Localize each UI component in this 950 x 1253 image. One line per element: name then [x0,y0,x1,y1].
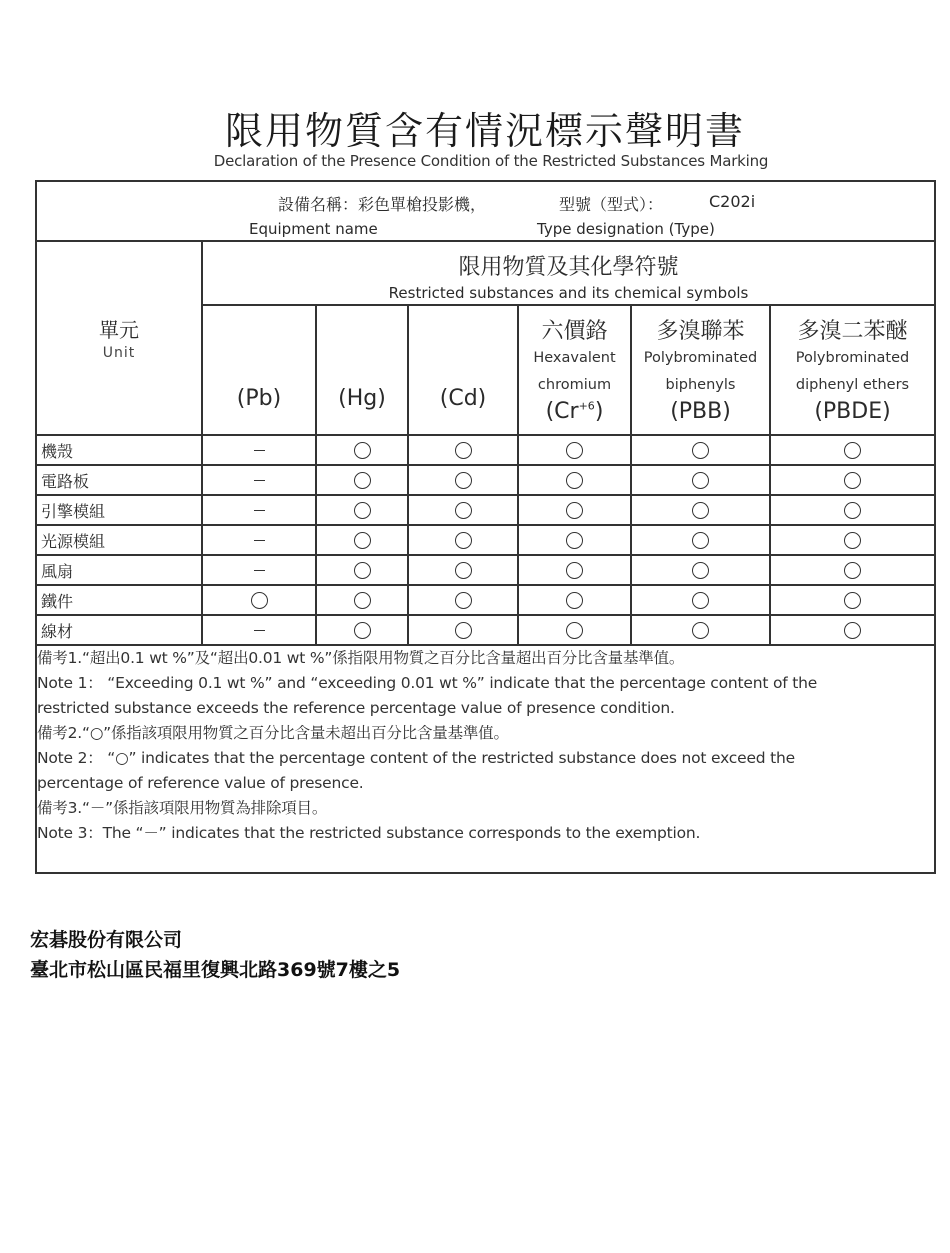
unit-label-en: Unit [102,345,136,361]
circle-mark-icon [844,442,861,459]
status-cell [316,465,408,495]
circle-mark-icon [566,502,583,519]
status-cell [202,585,316,615]
model-label-en: Type designation (Type) [537,220,715,238]
dash-mark-icon [254,450,265,451]
circle-mark-icon [455,592,472,609]
status-cell [770,525,935,555]
note-1-zh: 備考1.“超出0.1 wt %”及“超出0.01 wt %”係指限用物質之百分比含量超出百分比含量基準值。 [37,649,685,667]
circle-mark-icon [692,592,709,609]
symbol-cd: (Cd) [439,386,487,411]
substance-header-hg [316,305,408,435]
circle-mark-icon [354,472,371,489]
restricted-substances-table [35,180,936,874]
status-cell [202,465,316,495]
symbol-pbde: (PBDE) [814,399,891,424]
equipment-name-label-en: Equipment name [249,220,378,238]
status-cell [408,495,518,525]
status-cell [316,585,408,615]
notes-cell [36,645,935,873]
unit-label-zh: 單元 [99,318,139,342]
circle-mark-icon [844,472,861,489]
status-cell [770,615,935,645]
status-cell [408,555,518,585]
part-name: 電路板 [36,465,202,495]
circle-mark-icon [692,562,709,579]
circle-mark-icon [455,622,472,639]
circle-mark-icon [844,532,861,549]
equipment-name-label: 設備名稱：彩色單槍投影機， [278,195,487,214]
restricted-substances-title-zh: 限用物質及其化學符號 [458,255,679,280]
circle-mark-icon [455,472,472,489]
status-cell [202,495,316,525]
name-pbb-en-2: biphenyls [665,377,736,393]
status-cell [408,525,518,555]
status-cell [518,495,631,525]
status-cell [316,525,408,555]
status-cell [631,615,770,645]
table-row [36,615,935,645]
circle-mark-icon [566,622,583,639]
note-2-zh: 備考2.“○”係指該項限用物質之百分比含量未超出百分比含量基準值。 [37,724,509,742]
name-pbde-en-2: diphenyl ethers [795,377,910,393]
circle-mark-icon [455,442,472,459]
status-cell [408,585,518,615]
circle-mark-icon [844,592,861,609]
status-cell [316,495,408,525]
status-cell [770,495,935,525]
restricted-substances-header [202,241,935,305]
circle-mark-icon [354,532,371,549]
status-cell [202,525,316,555]
circle-mark-icon [566,472,583,489]
note-3-zh: 備考3.“－”係指該項限用物質為排除項目。 [37,799,328,817]
status-cell [408,615,518,645]
part-name: 光源模組 [36,525,202,555]
circle-mark-icon [354,502,371,519]
circle-mark-icon [354,562,371,579]
note-3-en: Note 3：The “－” indicates that the restricted substance corresponds to the exemption. [37,824,701,842]
dash-mark-icon [254,540,265,541]
status-cell [631,465,770,495]
restricted-substances-title-en: Restricted substances and its chemical symbols [388,284,749,302]
symbol-cr6-end: ) [594,399,604,424]
status-cell [631,585,770,615]
circle-mark-icon [354,592,371,609]
status-cell [770,435,935,465]
circle-mark-icon [455,562,472,579]
status-cell [770,465,935,495]
circle-mark-icon [566,442,583,459]
table-row [36,555,935,585]
status-cell [518,465,631,495]
dash-mark-icon [254,630,265,631]
table-row [36,525,935,555]
status-cell [408,435,518,465]
circle-mark-icon [566,562,583,579]
status-cell [631,525,770,555]
note-1-en: Note 1： “Exceeding 0.1 wt %” and “exceeding 0.01 wt %” indicate that the percentage content of the [37,674,818,692]
table-row [36,585,935,615]
status-cell [408,465,518,495]
document-title: 限用物質含有情況標示聲明書 [224,109,745,153]
symbol-pb: (Pb) [236,386,282,411]
status-cell [518,525,631,555]
circle-mark-icon [692,532,709,549]
dash-mark-icon [254,570,265,571]
part-name: 引擎模組 [36,495,202,525]
circle-mark-icon [354,442,371,459]
part-name: 風扇 [36,555,202,585]
note-1-en-cont: restricted substance exceeds the reference percentage value of presence condition. [37,699,675,717]
circle-mark-icon [844,622,861,639]
circle-mark-icon [844,502,861,519]
status-cell [770,555,935,585]
company-block [30,925,400,985]
substance-header-pbb [631,305,770,435]
status-cell [202,615,316,645]
circle-mark-icon [566,532,583,549]
table-row [36,465,935,495]
symbol-cr6 [519,399,630,424]
circle-mark-icon [251,592,268,609]
equipment-info-cell [36,181,935,241]
name-pbb-en-1: Polybrominated [643,350,758,366]
company-name: 宏碁股份有限公司 [30,929,183,951]
status-cell [518,615,631,645]
note-2-en-cont: percentage of reference value of presence. [37,774,364,792]
company-address: 臺北市松山區民福里復興北路369號7樓之5 [30,959,401,981]
status-cell [316,555,408,585]
dash-mark-icon [254,480,265,481]
part-name: 鐵件 [36,585,202,615]
circle-mark-icon [455,532,472,549]
circle-mark-icon [692,622,709,639]
name-pbde-en-1: Polybrominated [795,350,910,366]
substance-header-pbde [770,305,935,435]
table-row [36,495,935,525]
symbol-hg: (Hg) [338,386,386,411]
circle-mark-icon [692,442,709,459]
circle-mark-icon [566,592,583,609]
symbol-cr6-base: (Cr [545,399,579,424]
substance-header-cd [408,305,518,435]
symbol-pbb: (PBB) [670,399,731,424]
circle-mark-icon [354,622,371,639]
dash-mark-icon [254,510,265,511]
status-cell [631,435,770,465]
name-cr6-zh: 六價鉻 [541,319,608,344]
note-2-en: Note 2： “○” indicates that the percentage content of the restricted substance does not exceed the [37,749,795,767]
table-row [36,435,935,465]
status-cell [631,495,770,525]
status-cell [518,585,631,615]
circle-mark-icon [692,472,709,489]
status-cell [202,435,316,465]
document-subtitle: Declaration of the Presence Condition of the Restricted Substances Marking [213,152,769,170]
name-cr6-en-2: chromium [537,377,612,393]
status-cell [316,435,408,465]
status-cell [631,555,770,585]
status-cell [316,615,408,645]
circle-mark-icon [844,562,861,579]
status-cell [518,435,631,465]
circle-mark-icon [692,502,709,519]
unit-header-cell [36,241,202,435]
part-name: 線材 [36,615,202,645]
model-label: 型號（型式）： [559,195,664,214]
part-name: 機殼 [36,435,202,465]
model-value: C202i [709,192,756,211]
status-cell [518,555,631,585]
status-cell [770,585,935,615]
substance-header-pb [202,305,316,435]
symbol-cr6-sup: +6 [578,399,595,413]
name-pbb-zh: 多溴聯苯 [656,319,745,344]
name-pbde-zh: 多溴二苯醚 [797,319,908,344]
status-cell [202,555,316,585]
circle-mark-icon [455,502,472,519]
name-cr6-en-1: Hexavalent [533,350,616,366]
substance-header-cr6 [518,305,631,435]
